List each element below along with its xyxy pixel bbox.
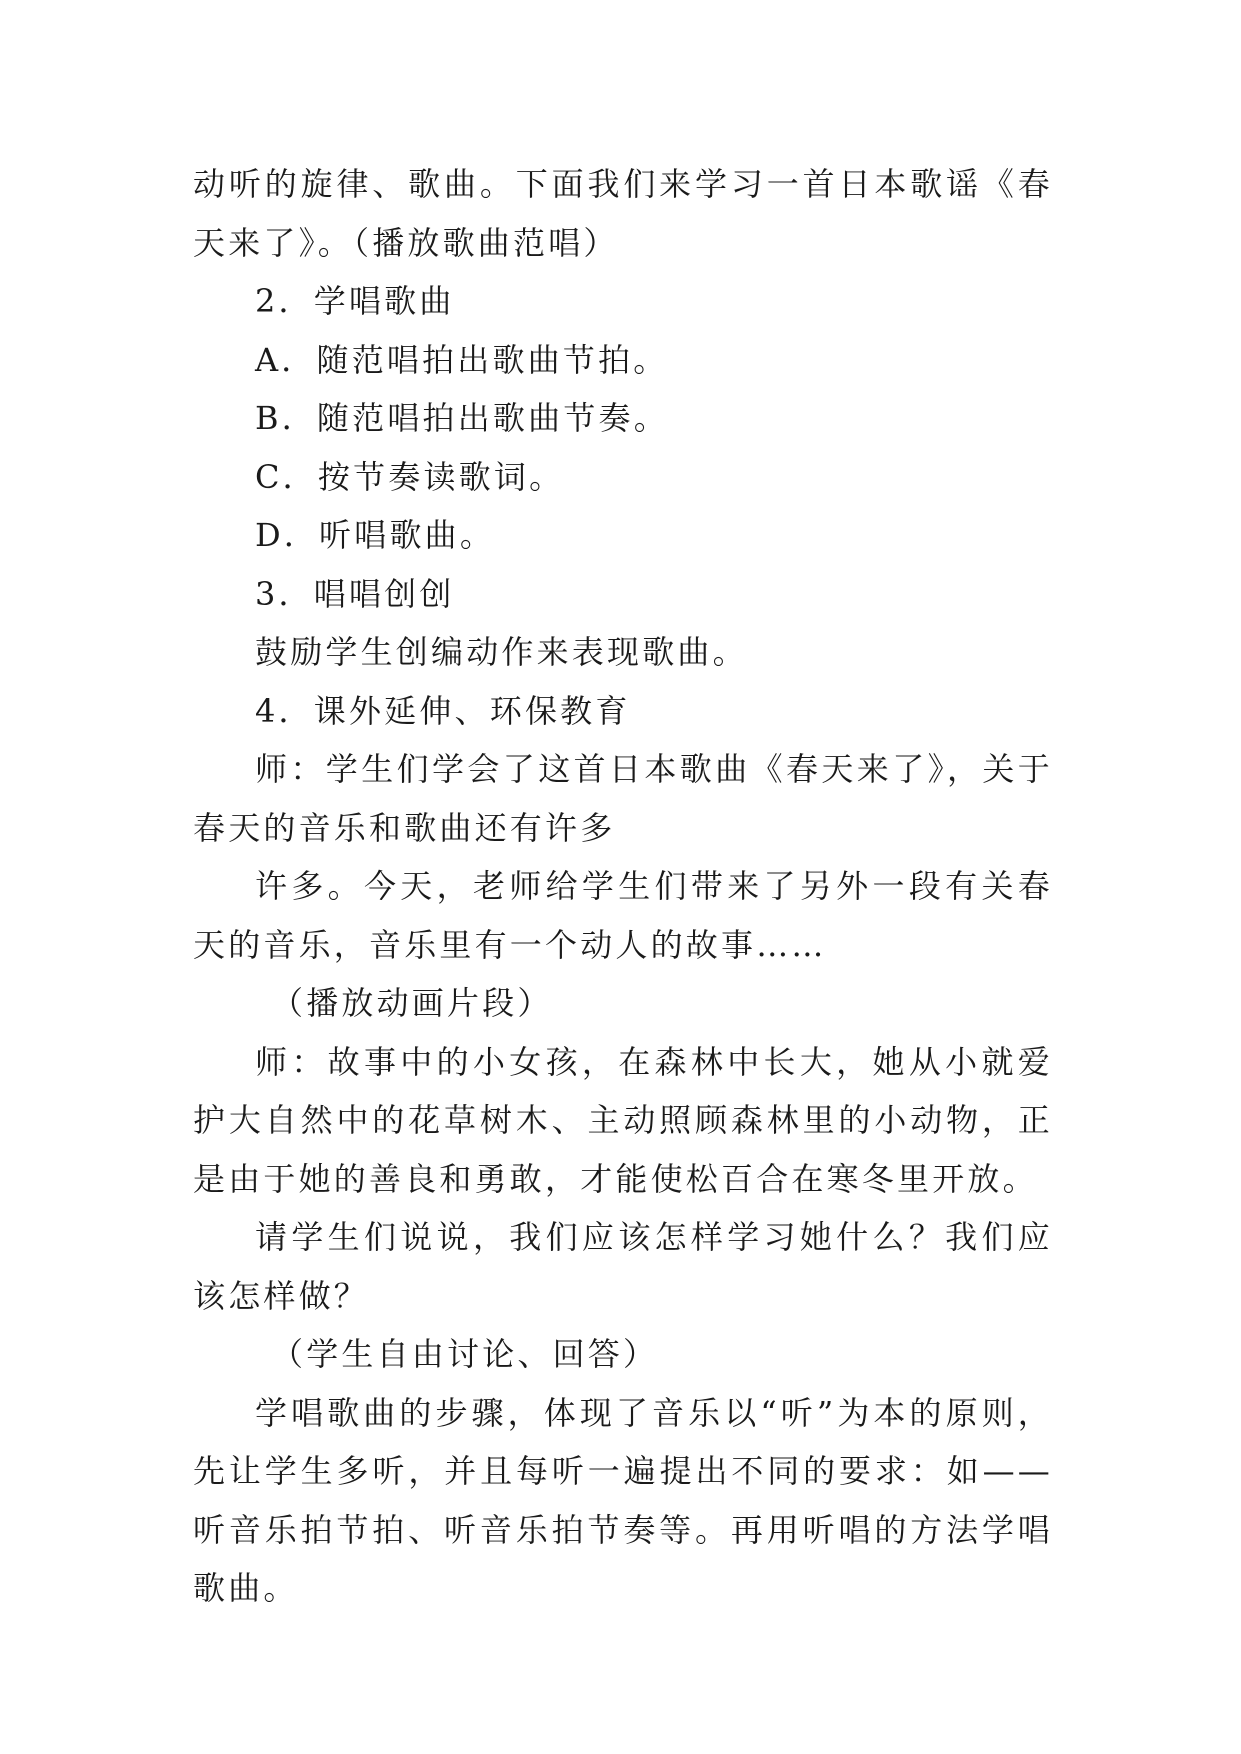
paragraph-summary: 学唱歌曲的步骤，体现了音乐以“听”为本的原则，先让学生多听，并且每听一遍提出不同的要求：如——听音乐拍节拍、听音乐拍节奏等。再用听唱的方法学唱歌曲。	[193, 1393, 1053, 1607]
paragraph-intro-continuation: 动听的旋律、歌曲。下面我们来学习一首日本歌谣《春天来了》。（播放歌曲范唱）	[193, 165, 1053, 262]
paragraph-teacher-intro: 师：学生们学会了这首日本歌曲《春天来了》，关于春天的音乐和歌曲还有许多	[193, 750, 1053, 847]
paragraph-teacher-story: 许多。今天，老师给学生们带来了另外一段有关春天的音乐，音乐里有一个动人的故事……	[193, 867, 1053, 964]
paragraph-encourage: 鼓励学生创编动作来表现歌曲。	[255, 633, 748, 671]
list-item-c: C．按节奏读歌词。	[255, 457, 565, 496]
list-item-a: A．随范唱拍出歌曲节拍。	[255, 340, 669, 379]
stage-direction-discussion: （学生自由讨论、回答）	[271, 1335, 659, 1373]
section-heading-sing-create: 3．唱唱创创	[255, 574, 455, 613]
section-heading-learn-song: 2．学唱歌曲	[255, 282, 455, 320]
paragraph-question: 请学生们说说，我们应该怎样学习她什么？我们应该怎样做？	[193, 1218, 1053, 1315]
list-item-d: D．听唱歌曲。	[255, 516, 496, 554]
stage-direction-animation: （播放动画片段）	[271, 984, 553, 1022]
section-heading-extension: 4．课外延伸、环保教育	[255, 691, 631, 730]
paragraph-teacher-girl: 师：故事中的小女孩，在森林中长大，她从小就爱护大自然中的花草树木、主动照顾森林里的小动物，正是由于她的善良和勇敢，才能使松百合在寒冬里开放。	[193, 1042, 1053, 1198]
list-item-b: B．随范唱拍出歌曲节奏。	[255, 399, 669, 437]
document-body	[193, 155, 1053, 1618]
